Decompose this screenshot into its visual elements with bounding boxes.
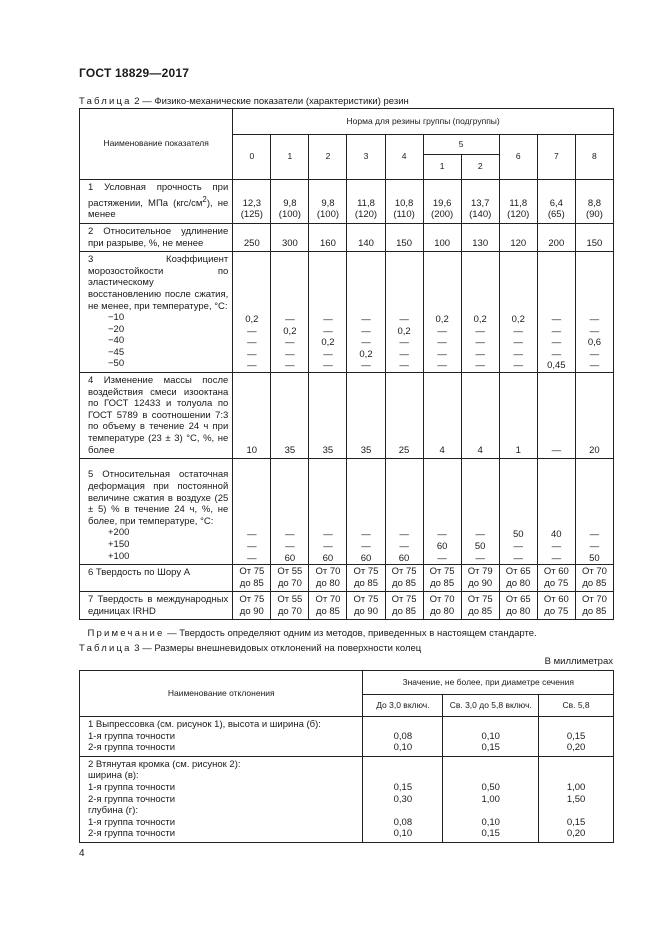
group-header: 5: [423, 135, 499, 155]
group-header: 8: [575, 135, 613, 180]
cell-value: 0,15 0,30 0,08 0,10: [363, 756, 443, 842]
cell-value: 140: [347, 223, 385, 251]
cell-value: 10,8 (110): [385, 180, 423, 224]
table-row: [80, 565, 614, 592]
table-row: [80, 592, 614, 620]
column-header: Св. 5,8: [539, 695, 614, 717]
cell-value: 11,8 (120): [347, 180, 385, 224]
cell-value: — — 60: [271, 459, 309, 565]
group-header: 2: [309, 135, 347, 180]
cell-value: От 75 до 85: [385, 565, 423, 592]
cell-value: 0,2 — — — —: [423, 252, 461, 373]
cell-value: — 50 —: [461, 459, 499, 565]
cell-value: 4: [461, 373, 499, 459]
table-row: [80, 717, 614, 757]
cell-value: 20: [575, 373, 613, 459]
table-row: [80, 252, 614, 373]
cell-value: — — — 0,2 —: [347, 252, 385, 373]
cell-value: 35: [271, 373, 309, 459]
cell-value: 4: [423, 373, 461, 459]
cell-value: От 60 до 75: [537, 565, 575, 592]
row-name: 1 Выпрессовка (см. рисунок 1), высота и ширина (б): 1-я группа точности 2-я группа точности: [80, 717, 363, 757]
cell-value: От 75 до 85: [347, 565, 385, 592]
cell-value: — — 0,6 — —: [575, 252, 613, 373]
group-header: 4: [385, 135, 423, 180]
table3-caption: [79, 643, 421, 654]
units-label: В миллиметрах: [544, 656, 613, 667]
table-row: [80, 459, 614, 565]
group-title-header: Норма для резины группы (подгруппы): [233, 109, 614, 135]
cell-value: От 55 до 70: [271, 592, 309, 620]
table3-caption-word: Таблица: [79, 643, 132, 654]
cell-value: От 70 до 85: [575, 592, 613, 620]
cell-value: 160: [309, 223, 347, 251]
cell-value: 10: [233, 373, 271, 459]
cell-value: — 60 —: [423, 459, 461, 565]
cell-value: 250: [233, 223, 271, 251]
row-name: 5 Относительная остаточная деформация при постоянной величине сжатия в воздухе (25 ± 5) % в течение 24 ч, %, не более, при температуре, °С: +200 +150 +100: [80, 459, 233, 565]
cell-value: —: [537, 373, 575, 459]
cell-value: 13,7 (140): [461, 180, 499, 224]
cell-value: 100: [423, 223, 461, 251]
cell-value: От 75 до 85: [461, 592, 499, 620]
cell-value: — — 60: [309, 459, 347, 565]
cell-value: 120: [499, 223, 537, 251]
cell-value: 11,8 (120): [499, 180, 537, 224]
row-name: 3 Коэффициент морозостойкости по эластическому восстановлению после сжатия, не менее, при температуре, °С: −10 −20 −40 −45 −50: [80, 252, 233, 373]
group-header: 0: [233, 135, 271, 180]
table2-caption: [79, 96, 409, 107]
table2-note: [80, 620, 614, 640]
group-header: 1: [271, 135, 309, 180]
subgroup-header: 2: [461, 155, 499, 180]
cell-value: 19,6 (200): [423, 180, 461, 224]
cell-value: — — 0,2 — —: [309, 252, 347, 373]
cell-value: От 60 до 75: [537, 592, 575, 620]
cell-value: От 70 до 85: [309, 592, 347, 620]
cell-value: От 70 до 85: [575, 565, 613, 592]
table-row: [80, 373, 614, 459]
cell-value: 150: [575, 223, 613, 251]
cell-value: От 70 до 80: [423, 592, 461, 620]
cell-value: От 65 до 80: [499, 565, 537, 592]
subgroup-header: 1: [423, 155, 461, 180]
cell-value: 0,08 0,10: [363, 717, 443, 757]
cell-value: 150: [385, 223, 423, 251]
cell-value: 0,50 1,00 0,10 0,15: [443, 756, 539, 842]
note-word: Примечание: [87, 628, 165, 640]
cell-value: От 70 до 80: [309, 565, 347, 592]
note-text: — Твердость определяют одним из методов, приведенных в настоящем стандарте.: [167, 628, 537, 640]
table-row: [80, 180, 614, 224]
cell-value: От 79 до 90: [461, 565, 499, 592]
group-title-header: Значение, не более, при диаметре сечения: [363, 671, 614, 695]
cell-value: От 75 до 85: [385, 592, 423, 620]
group-header: 3: [347, 135, 385, 180]
cell-value: — 0,2 — — —: [385, 252, 423, 373]
table2-caption-word: Таблица: [79, 96, 132, 107]
cell-value: 9,8 (100): [309, 180, 347, 224]
column-header-name: Наименование показателя: [80, 109, 233, 180]
cell-value: От 75 до 90: [347, 592, 385, 620]
deviation-sizes-table: [79, 670, 614, 843]
cell-value: От 75 до 85: [423, 565, 461, 592]
cell-value: 35: [347, 373, 385, 459]
cell-value: От 75 до 90: [233, 592, 271, 620]
cell-value: 1,00 1,50 0,15 0,20: [539, 756, 614, 842]
column-header-name: Наименование отклонения: [80, 671, 363, 717]
cell-value: 300: [271, 223, 309, 251]
page-number: 4: [79, 848, 85, 859]
cell-value: От 75 до 85: [233, 565, 271, 592]
cell-value: 35: [309, 373, 347, 459]
row-name: 4 Изменение массы после воздействия смеси изооктана по ГОСТ 12433 и толуола по ГОСТ 5789 в соотношении 7:3 по объему в течение 24 ч при температуре (23 ± 3) °С, %, не более: [80, 373, 233, 459]
cell-value: 200: [537, 223, 575, 251]
row-name: 6 Твердость по Шору А: [80, 565, 233, 592]
table-row: [80, 223, 614, 251]
document-header: ГОСТ 18829—2017: [79, 66, 190, 80]
cell-value: 1: [499, 373, 537, 459]
row-name: 2 Относительное удлинение при разрыве, %, не менее: [80, 223, 233, 251]
group-header: 7: [537, 135, 575, 180]
cell-value: 6,4 (65): [537, 180, 575, 224]
row-name: 7 Твердость в международных единицах IRHD: [80, 592, 233, 620]
table2-caption-text: 2 — Физико-механические показатели (характеристики) резин: [134, 96, 409, 107]
cell-value: От 65 до 80: [499, 592, 537, 620]
physical-mechanical-table: [79, 108, 614, 640]
cell-value: 0,2 — — — —: [499, 252, 537, 373]
row-name: 2 Втянутая кромка (см. рисунок 2): ширина (в): 1-я группа точности 2-я группа точности глубина (г): 1-я группа точности 2-я группа точности: [80, 756, 363, 842]
cell-value: — — 60: [347, 459, 385, 565]
cell-value: — — —: [233, 459, 271, 565]
cell-value: 0,2 — — — —: [461, 252, 499, 373]
cell-value: — — 60: [385, 459, 423, 565]
column-header: До 3,0 включ.: [363, 695, 443, 717]
cell-value: 9,8 (100): [271, 180, 309, 224]
group-header: 6: [499, 135, 537, 180]
cell-value: — 0,2 — — —: [271, 252, 309, 373]
cell-value: 12,3 (125): [233, 180, 271, 224]
table-row: [80, 756, 614, 842]
column-header: Св. 3,0 до 5,8 включ.: [443, 695, 539, 717]
cell-value: 40 — —: [537, 459, 575, 565]
table3-caption-text: 3 — Размеры внешневидовых отклонений на поверхности колец: [134, 643, 422, 654]
row-name: 1 Условная прочность при растяжении, МПа $(кгс/см^2)$, не менее: [80, 180, 233, 224]
cell-value: 25: [385, 373, 423, 459]
cell-value: 0,15 0,20: [539, 717, 614, 757]
cell-value: 50 — —: [499, 459, 537, 565]
cell-value: 0,10 0,15: [443, 717, 539, 757]
cell-value: 130: [461, 223, 499, 251]
cell-value: 0,2 — — — —: [233, 252, 271, 373]
cell-value: 8,8 (90): [575, 180, 613, 224]
cell-value: — — 50: [575, 459, 613, 565]
cell-value: — — — — 0,45: [537, 252, 575, 373]
cell-value: От 55 до 70: [271, 565, 309, 592]
